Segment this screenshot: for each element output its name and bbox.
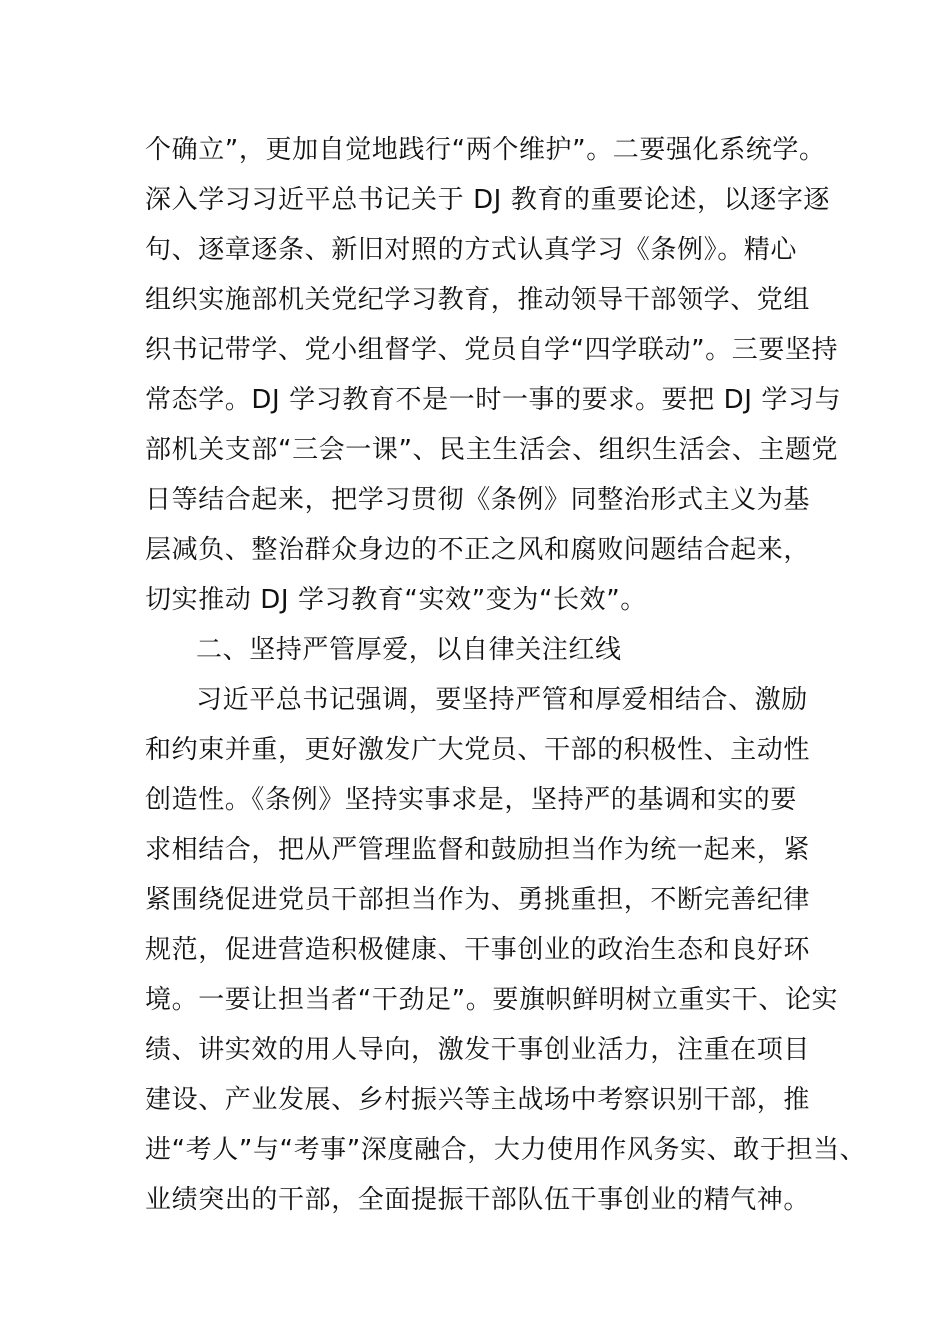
text-line: 个确立”，更加自觉地践行“两个维护”。二要强化系统学。: [145, 135, 826, 165]
text-line: 绩、讲实效的用人导向，激发干事创业活力，注重在项目: [145, 1035, 811, 1065]
text-line: 切实推动 DJ 学习教育“实效”变为“长效”。: [145, 585, 647, 615]
text-line: 织书记带学、党小组督学、党员自学“四学联动”。三要坚持: [145, 335, 839, 365]
text-line: 创造性。《条例》坚持实事求是，坚持严的基调和实的要: [145, 785, 798, 815]
text-line: 规范，促进营造积极健康、干事创业的政治生态和良好环: [145, 935, 811, 965]
text-line: 部机关支部“三会一课”、民主生活会、组织生活会、主题党: [145, 435, 839, 465]
text-line: 日等结合起来，把学习贯彻《条例》同整治形式主义为基: [145, 485, 811, 515]
text-line: 境。一要让担当者“干劲足”。要旗帜鲜明树立重实干、论实: [145, 985, 839, 1015]
section-heading: 二、坚持严管厚爱，以自律关注红线: [196, 635, 622, 665]
text-line: 业绩突出的干部，全面提振干部队伍干事创业的精气神。: [145, 1185, 811, 1215]
text-line: 组织实施部机关党纪学习教育，推动领导干部领学、党组: [145, 285, 811, 315]
text-line: 进“考人”与“考事”深度融合，大力使用作风务实、敢于担当、: [145, 1135, 867, 1165]
text-line: 紧围绕促进党员干部担当作为、勇挑重担，不断完善纪律: [145, 885, 811, 915]
text-line: 句、逐章逐条、新旧对照的方式认真学习《条例》。精心: [145, 235, 798, 265]
text-line: 常态学。DJ 学习教育不是一时一事的要求。要把 DJ 学习与: [145, 385, 842, 415]
text-line: 层减负、整治群众身边的不正之风和腐败问题结合起来，: [145, 535, 811, 565]
text-line: 深入学习习近平总书记关于 DJ 教育的重要论述，以逐字逐: [145, 185, 831, 215]
text-line: 建设、产业发展、乡村振兴等主战场中考察识别干部，推: [145, 1085, 811, 1115]
paragraph-first-line: 习近平总书记强调，要坚持严管和厚爱相结合、激励: [196, 685, 808, 715]
text-line: 求相结合，把从严管理监督和鼓励担当作为统一起来，紧: [145, 835, 811, 865]
text-line: 和约束并重，更好激发广大党员、干部的积极性、主动性: [145, 735, 811, 765]
